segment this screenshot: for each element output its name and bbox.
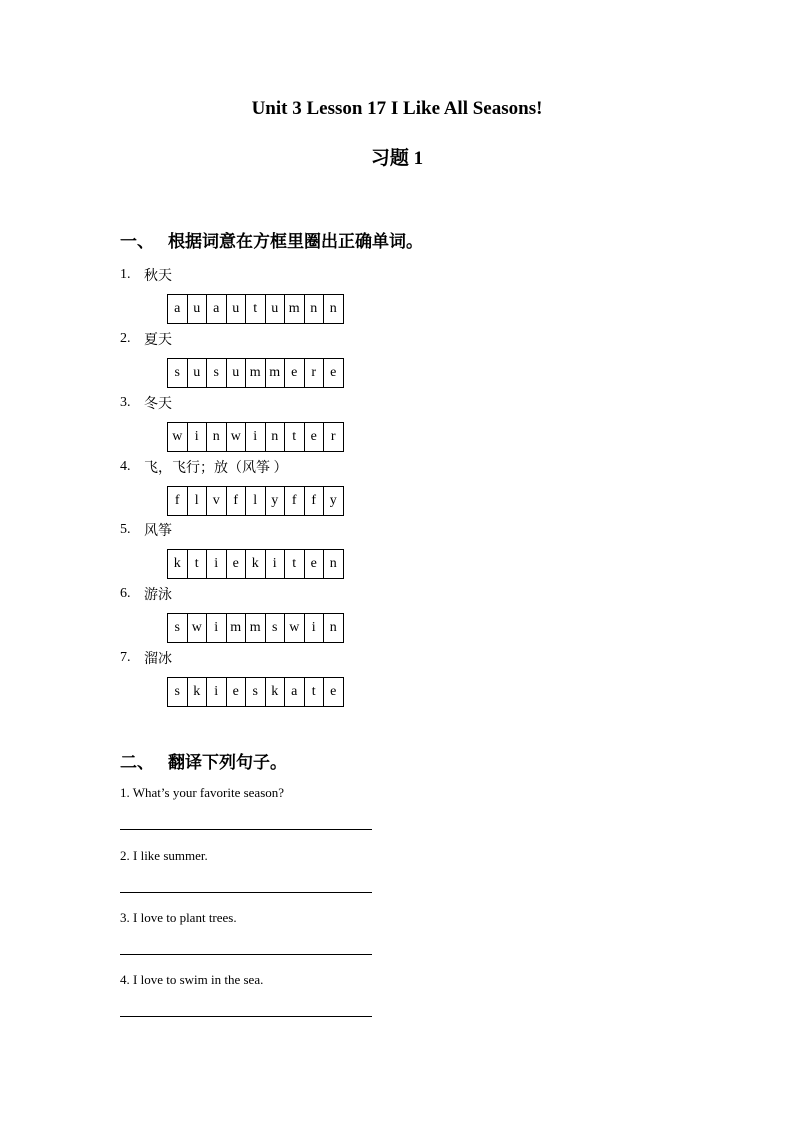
letter-cell[interactable]: i [207, 549, 227, 579]
letter-cell[interactable]: f [168, 486, 188, 516]
word-search-item [120, 584, 344, 643]
item-clue [120, 520, 344, 540]
letter-cell[interactable]: s [266, 613, 286, 643]
sentence-item [120, 910, 372, 955]
sentence-text: 4. I love to swim in the sea. [120, 972, 264, 987]
word-search-item [120, 393, 344, 452]
letter-cell[interactable]: n [324, 549, 344, 579]
letter-cell[interactable]: i [188, 422, 208, 452]
item-number: 2. [120, 331, 131, 346]
letter-cell[interactable]: n [324, 613, 344, 643]
item-clue-text: 游泳 [144, 588, 172, 603]
letter-cell[interactable]: w [168, 422, 188, 452]
item-clue [120, 584, 344, 604]
letter-cell[interactable]: r [324, 422, 344, 452]
word-search-item [120, 520, 344, 579]
letter-cell[interactable]: e [285, 358, 305, 388]
letter-cell[interactable]: e [324, 677, 344, 707]
item-clue-text: 夏天 [144, 333, 172, 348]
item-clue [120, 648, 344, 668]
letter-cell[interactable]: s [246, 677, 266, 707]
item-clue-text: 飞，飞行；放（风筝 ） [144, 461, 288, 476]
letter-cell[interactable]: f [227, 486, 247, 516]
section-1-title: 根据词意在方框里圈出正确单词。 [168, 232, 423, 251]
letter-cell[interactable]: y [324, 486, 344, 516]
letter-cell[interactable]: i [246, 422, 266, 452]
letter-cell[interactable]: t [305, 677, 325, 707]
word-search-item [120, 457, 344, 516]
letter-cell[interactable]: e [324, 358, 344, 388]
sentence-item [120, 972, 372, 1017]
letter-cell[interactable]: t [285, 422, 305, 452]
sentence-item [120, 785, 372, 830]
section-2-heading [120, 748, 287, 773]
letter-cell[interactable]: n [266, 422, 286, 452]
letter-cell[interactable]: i [207, 613, 227, 643]
letter-grid [167, 486, 344, 516]
item-number: 6. [120, 586, 131, 601]
letter-cell[interactable]: u [188, 294, 208, 324]
letter-cell[interactable]: w [188, 613, 208, 643]
letter-cell[interactable]: m [227, 613, 247, 643]
letter-cell[interactable]: m [246, 358, 266, 388]
letter-cell[interactable]: n [305, 294, 325, 324]
item-clue [120, 265, 344, 285]
letter-cell[interactable]: f [285, 486, 305, 516]
letter-cell[interactable]: t [246, 294, 266, 324]
letter-cell[interactable]: w [227, 422, 247, 452]
letter-cell[interactable]: s [168, 358, 188, 388]
sentence-text: 1. What’s your favorite season? [120, 785, 285, 800]
item-number: 5. [120, 522, 131, 537]
sentence-item [120, 848, 372, 893]
section-1-heading [120, 227, 423, 252]
letter-cell[interactable]: a [207, 294, 227, 324]
letter-cell[interactable]: k [246, 549, 266, 579]
letter-cell[interactable]: r [305, 358, 325, 388]
page-subtitle: 习题 1 [370, 148, 424, 169]
letter-cell[interactable]: e [227, 549, 247, 579]
item-number: 7. [120, 650, 131, 665]
letter-cell[interactable]: m [246, 613, 266, 643]
page-title: Unit 3 Lesson 17 I Like All Seasons! [251, 98, 543, 119]
section-1-number: 一、 [120, 232, 154, 251]
letter-cell[interactable]: e [305, 422, 325, 452]
item-clue-text: 风筝 [144, 524, 172, 539]
word-search-item [120, 265, 344, 324]
letter-cell[interactable]: n [207, 422, 227, 452]
letter-cell[interactable]: n [324, 294, 344, 324]
letter-cell[interactable]: s [168, 613, 188, 643]
item-number: 1. [120, 267, 131, 282]
letter-grid [167, 294, 344, 324]
letter-cell[interactable]: i [305, 613, 325, 643]
letter-grid [167, 613, 344, 643]
answer-line[interactable] [120, 829, 372, 830]
item-clue-text: 溜冰 [144, 652, 172, 667]
answer-line[interactable] [120, 892, 372, 893]
letter-cell[interactable]: f [305, 486, 325, 516]
sentence-text: 2. I like summer. [120, 848, 208, 863]
answer-line[interactable] [120, 954, 372, 955]
letter-cell[interactable]: s [207, 358, 227, 388]
letter-cell[interactable]: e [227, 677, 247, 707]
letter-cell[interactable]: m [266, 358, 286, 388]
item-number: 4. [120, 459, 131, 474]
item-clue-text: 秋天 [144, 269, 172, 284]
letter-cell[interactable]: u [188, 358, 208, 388]
letter-cell[interactable]: s [168, 677, 188, 707]
letter-cell[interactable]: y [266, 486, 286, 516]
answer-line[interactable] [120, 1016, 372, 1017]
letter-cell[interactable]: k [188, 677, 208, 707]
letter-grid [167, 422, 344, 452]
letter-cell[interactable]: u [266, 294, 286, 324]
letter-cell[interactable]: w [285, 613, 305, 643]
letter-cell[interactable]: i [266, 549, 286, 579]
item-clue [120, 393, 344, 413]
letter-grid [167, 677, 344, 707]
letter-cell[interactable]: k [266, 677, 286, 707]
letter-grid [167, 549, 344, 579]
letter-cell[interactable]: a [168, 294, 188, 324]
letter-cell[interactable]: t [285, 549, 305, 579]
letter-cell[interactable]: v [207, 486, 227, 516]
section-2-title: 翻译下列句子。 [168, 753, 287, 772]
letter-cell[interactable]: e [305, 549, 325, 579]
letter-cell[interactable]: m [285, 294, 305, 324]
letter-cell[interactable]: i [207, 677, 227, 707]
letter-cell[interactable]: l [246, 486, 266, 516]
letter-grid [167, 358, 344, 388]
word-search-item [120, 648, 344, 707]
letter-cell[interactable]: u [227, 358, 247, 388]
word-search-item [120, 329, 344, 388]
sentence-text: 3. I love to plant trees. [120, 910, 237, 925]
letter-cell[interactable]: t [188, 549, 208, 579]
item-number: 3. [120, 395, 131, 410]
section-2-number: 二、 [120, 753, 154, 772]
item-clue [120, 457, 344, 477]
letter-cell[interactable]: k [168, 549, 188, 579]
item-clue [120, 329, 344, 349]
item-clue-text: 冬天 [144, 397, 172, 412]
letter-cell[interactable]: a [285, 677, 305, 707]
letter-cell[interactable]: l [188, 486, 208, 516]
letter-cell[interactable]: u [227, 294, 247, 324]
